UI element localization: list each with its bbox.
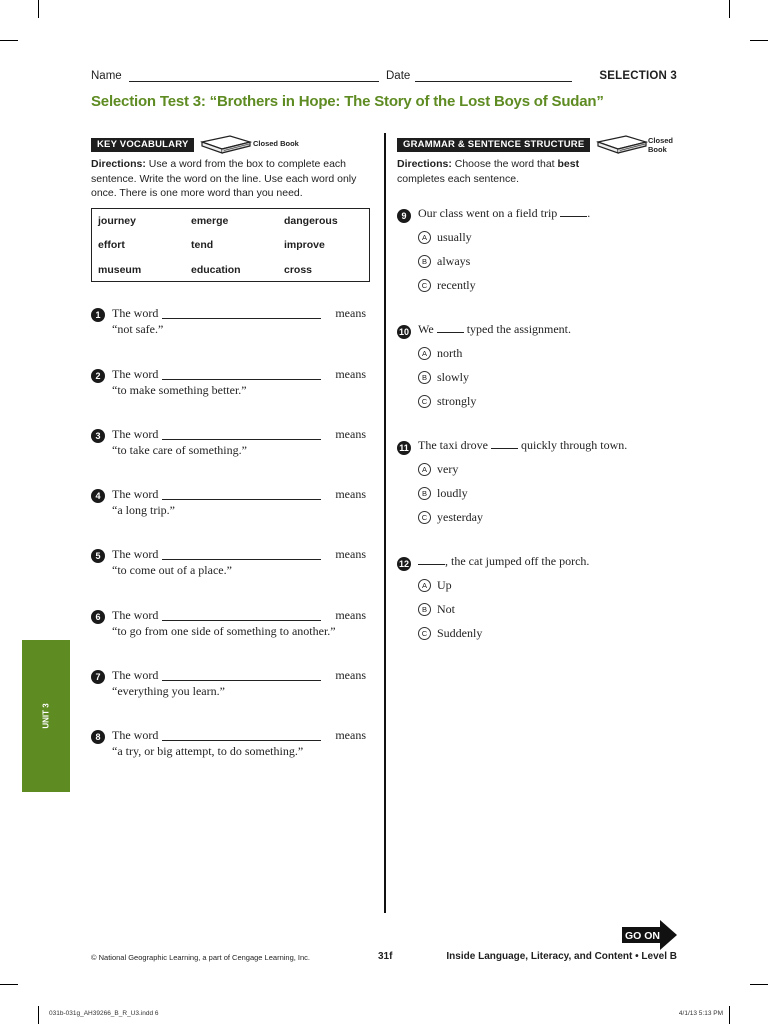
question-number: 12 <box>398 559 409 569</box>
word-box-item: cross <box>284 264 313 276</box>
question-definition: “to come out of a place.” <box>112 563 232 577</box>
stem-text: quickly through town. <box>517 438 628 452</box>
stem-text: . <box>587 206 591 220</box>
closed-book-label-line1: Closed <box>648 136 674 145</box>
word-box-item: tend <box>191 239 214 251</box>
question-number: 1 <box>91 308 105 322</box>
option-letter: A <box>418 347 431 360</box>
word-box-item: education <box>191 264 241 276</box>
crop-mark <box>38 1006 39 1024</box>
answer-blank[interactable] <box>162 620 321 621</box>
option-text: yesterday <box>437 510 483 524</box>
vocab-question <box>91 728 366 768</box>
question-means: means <box>335 547 366 561</box>
option-text: usually <box>437 230 472 244</box>
directions-label: Directions: <box>91 158 146 170</box>
crop-mark <box>729 1006 730 1024</box>
option-letter: B <box>418 487 431 500</box>
footer-page-number: 31f <box>378 951 393 962</box>
question-lead: The word <box>112 668 159 682</box>
question-number: 3 <box>91 429 105 443</box>
question-stem <box>418 322 571 337</box>
question-stem <box>418 206 590 221</box>
answer-blank[interactable] <box>162 559 321 560</box>
answer-option[interactable] <box>418 602 455 618</box>
option-letter: A <box>418 463 431 476</box>
selection-label: SELECTION 3 <box>599 70 677 82</box>
option-text: Suddenly <box>437 626 483 640</box>
closed-book-label: Closed Book <box>253 139 299 148</box>
answer-blank <box>418 555 445 565</box>
answer-blank[interactable] <box>162 680 321 681</box>
crop-mark <box>750 984 768 985</box>
vocab-question <box>91 367 366 407</box>
directions-emphasis: best <box>557 158 580 170</box>
word-box-item: effort <box>98 239 125 251</box>
print-slug-stamp: 4/1/13 5:13 PM <box>678 1010 723 1017</box>
option-letter: B <box>418 371 431 384</box>
stem-text: typed the assignment. <box>463 322 572 336</box>
answer-option[interactable] <box>418 626 482 642</box>
header-row <box>91 70 677 86</box>
answer-option[interactable] <box>418 230 472 246</box>
directions-text: Use a word from the box to complete each sentence. Write the word on the line. Use each word only once. There is one more word than you need. <box>91 158 357 199</box>
question-lead: The word <box>112 608 159 622</box>
answer-option[interactable] <box>418 510 483 526</box>
footer-series: Inside Language, Literacy, and Content • Level B <box>446 951 677 962</box>
question-number: 8 <box>91 730 105 744</box>
question-means: means <box>335 728 366 742</box>
crop-mark <box>0 984 18 985</box>
answer-blank[interactable] <box>162 740 321 741</box>
question-means: means <box>335 306 366 320</box>
question-lead: The word <box>112 367 159 381</box>
question-definition: “everything you learn.” <box>112 684 225 698</box>
stem-text: We <box>418 322 437 336</box>
question-number: 9 <box>397 209 411 223</box>
unit-tab-label: UNIT 3 <box>41 703 51 729</box>
option-text: Not <box>437 602 455 616</box>
answer-blank[interactable] <box>162 379 321 380</box>
closed-book-label <box>648 136 673 154</box>
question-definition: “a long trip.” <box>112 503 175 517</box>
option-letter: A <box>418 231 431 244</box>
crop-mark <box>750 40 768 41</box>
grammar-tag: GRAMMAR & SENTENCE STRUCTURE <box>397 138 590 152</box>
option-text: recently <box>437 278 476 292</box>
question-means: means <box>335 427 366 441</box>
option-text: strongly <box>437 394 477 408</box>
date-label: Date <box>386 70 411 82</box>
vocab-question <box>91 427 366 467</box>
question-lead: The word <box>112 547 159 561</box>
option-letter: B <box>418 255 431 268</box>
date-line[interactable] <box>415 81 572 82</box>
option-letter: C <box>418 627 431 640</box>
option-text: north <box>437 346 463 360</box>
answer-blank[interactable] <box>162 318 321 319</box>
answer-option[interactable] <box>418 394 476 410</box>
question-definition: “to take care of something.” <box>112 443 247 457</box>
answer-option[interactable] <box>418 254 470 270</box>
closed-book-icon <box>200 134 252 156</box>
question-definition: “not safe.” <box>112 322 164 336</box>
option-letter: C <box>418 279 431 292</box>
question-number: 7 <box>91 670 105 684</box>
answer-blank <box>437 323 464 333</box>
go-on-label: GO ON <box>625 930 661 942</box>
word-box-item: journey <box>98 215 136 227</box>
answer-blank <box>560 207 587 217</box>
question-means: means <box>335 668 366 682</box>
option-letter: A <box>418 579 431 592</box>
question-means: means <box>335 608 366 622</box>
word-box-item: museum <box>98 264 142 276</box>
word-box-item: improve <box>284 239 325 251</box>
vocab-question <box>91 306 366 346</box>
question-number: 4 <box>91 489 105 503</box>
question-lead: The word <box>112 427 159 441</box>
answer-option[interactable] <box>418 462 458 478</box>
footer-copyright: © National Geographic Learning, a part of Cengage Learning, Inc. <box>91 953 311 962</box>
directions-label: Directions: <box>397 158 452 170</box>
key-vocabulary-tag: KEY VOCABULARY <box>91 138 194 152</box>
directions-text: completes each sentence. <box>397 172 519 185</box>
option-letter: B <box>418 603 431 616</box>
crop-mark <box>38 0 39 18</box>
question-lead: The word <box>112 728 159 742</box>
grammar-directions <box>397 157 627 186</box>
print-slug-file: 031b-031g_AH39266_B_R_U3.indd 6 <box>49 1010 159 1017</box>
question-number: 6 <box>91 610 105 624</box>
question-definition: “to make something better.” <box>112 383 247 397</box>
option-text: loudly <box>437 486 468 500</box>
vocab-directions <box>91 157 373 201</box>
question-definition: “a try, or big attempt, to do something.” <box>112 744 304 758</box>
question-lead: The word <box>112 487 159 501</box>
question-number: 2 <box>91 369 105 383</box>
answer-option[interactable] <box>418 370 469 386</box>
closed-book-icon <box>596 134 648 156</box>
question-number: 11 <box>397 441 411 455</box>
page-title: Selection Test 3: “Brothers in Hope: The Story of the Lost Boys of Sudan” <box>91 93 604 110</box>
vocab-question <box>91 668 366 708</box>
directions-text: Choose the word that <box>451 158 558 170</box>
question-number: 10 <box>398 327 409 337</box>
closed-book-label-line2: Book <box>648 145 667 154</box>
vocab-question <box>91 487 366 527</box>
answer-option[interactable] <box>418 486 468 502</box>
question-lead: The word <box>112 306 159 320</box>
crop-mark <box>729 0 730 18</box>
answer-option[interactable] <box>418 278 476 294</box>
stem-text: Our class went on a field trip <box>418 206 561 220</box>
question-means: means <box>335 367 366 381</box>
word-box <box>91 208 370 282</box>
question-definition: “to go from one side of something to another.” <box>112 624 336 638</box>
stem-text: , the cat jumped off the porch. <box>445 554 590 568</box>
option-letter: C <box>418 395 431 408</box>
answer-blank[interactable] <box>162 439 321 440</box>
word-box-item: dangerous <box>284 215 338 227</box>
answer-blank[interactable] <box>162 499 321 500</box>
answer-blank <box>491 439 518 449</box>
unit-tab <box>22 640 70 792</box>
answer-option[interactable] <box>418 346 462 362</box>
go-on-arrow-icon[interactable] <box>622 920 678 950</box>
option-text: Up <box>437 578 452 592</box>
column-divider <box>384 133 386 913</box>
crop-mark <box>0 40 18 41</box>
question-means: means <box>335 487 366 501</box>
question-stem <box>418 554 589 569</box>
question-number: 5 <box>91 549 105 563</box>
option-text: slowly <box>437 370 470 384</box>
vocab-question <box>91 547 366 587</box>
option-text: very <box>437 462 459 476</box>
name-label: Name <box>91 70 122 82</box>
vocab-question <box>91 608 366 648</box>
answer-option[interactable] <box>418 578 452 594</box>
stem-text: The taxi drove <box>418 438 491 452</box>
option-text: always <box>437 254 471 268</box>
question-stem <box>418 438 627 453</box>
option-letter: C <box>418 511 431 524</box>
word-box-item: emerge <box>191 215 229 227</box>
name-line[interactable] <box>129 81 379 82</box>
